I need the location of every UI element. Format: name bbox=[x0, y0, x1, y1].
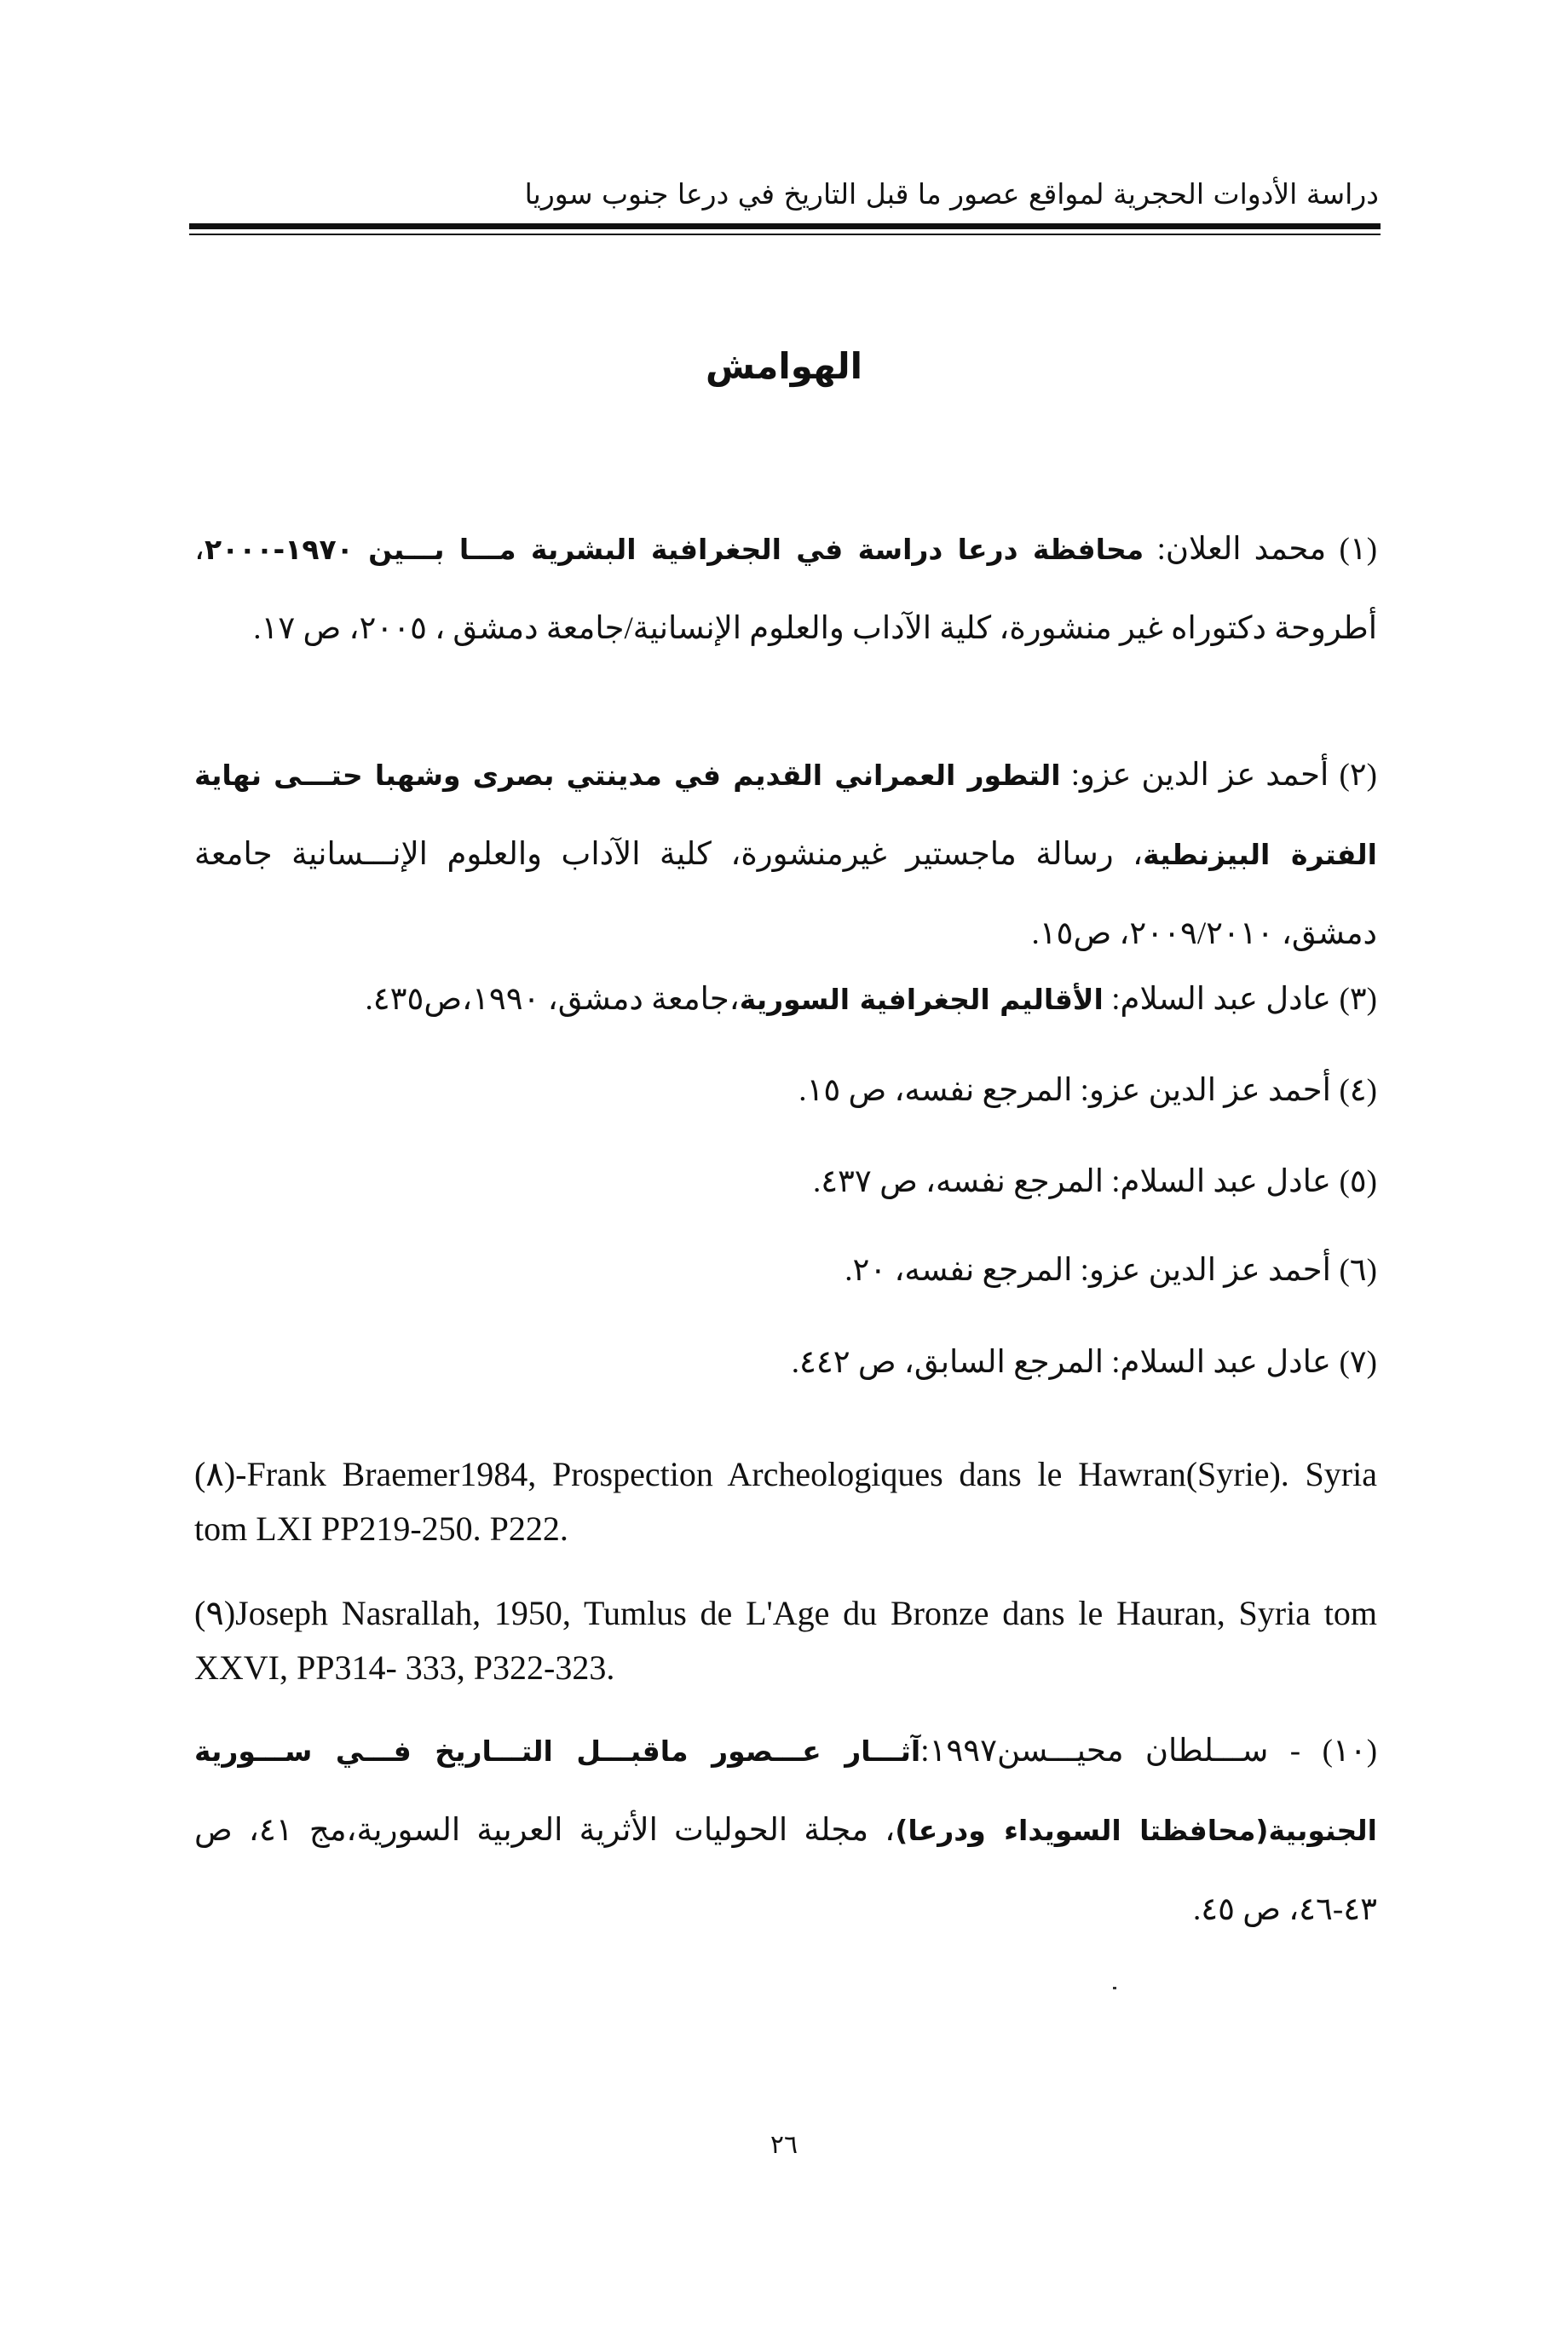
footnote-marker: (١٠) bbox=[1322, 1734, 1378, 1769]
footnote-marker: (٣) bbox=[1339, 982, 1377, 1017]
footnote-10 bbox=[194, 1711, 1377, 1949]
header-rule-thick bbox=[189, 223, 1381, 229]
footnote-marker: (٨) bbox=[194, 1455, 236, 1493]
footnote-marker: (١) bbox=[1339, 532, 1378, 567]
footnote-details: ، مجلة الحوليات الأثرية العربية السورية،مج ٤١، ص ٤٣-٤٦، ص ٤٥. bbox=[194, 1813, 1377, 1927]
footnote-details: ،جامعة دمشق، ١٩٩٠،ص٤٣٥. bbox=[365, 982, 740, 1017]
footnote-author: أحمد عز الدين عزو: bbox=[1070, 758, 1329, 793]
footnote-text: Joseph Nasrallah, 1950, Tumlus de L'Age du Bronze dans le Hauran, Syria tom XXVI, PP314- 333, P322-323. bbox=[194, 1594, 1377, 1687]
footnote-marker: (٥) bbox=[1339, 1164, 1377, 1199]
footnote-text: عادل عبد السلام: المرجع السابق، ص ٤٤٢. bbox=[791, 1345, 1331, 1380]
footnote-author: - ســـلطان محيـــسن١٩٩٧: bbox=[920, 1734, 1301, 1769]
footnote-2 bbox=[194, 736, 1377, 973]
footnote-3 bbox=[194, 960, 1377, 1039]
footnote-marker: (٤) bbox=[1339, 1073, 1377, 1108]
footnote-details: ، رسالة ماجستير غيرمنشورة، كلية الآداب والعلوم الإنـــسانية جامعة دمشق، ٢٠٠٩/٢٠١٠، ص١٥. bbox=[194, 837, 1377, 951]
footnote-author: محمد العلان: bbox=[1156, 532, 1327, 567]
footnote-4 bbox=[194, 1051, 1377, 1130]
footnote-6 bbox=[194, 1231, 1377, 1310]
footnote-1 bbox=[194, 510, 1377, 668]
footnote-work-title: محافظة درعا دراسة في الجغرافية البشرية مـــا بـــين ١٩٧٠-٢٠٠٠ bbox=[204, 533, 1144, 566]
footnote-marker: (٧) bbox=[1339, 1345, 1377, 1380]
footnote-text: عادل عبد السلام: المرجع نفسه، ص ٤٣٧. bbox=[812, 1164, 1331, 1199]
footnote-marker: (٩) bbox=[194, 1594, 236, 1632]
page-title: الهوامش bbox=[706, 345, 862, 387]
page-number: ٢٦ bbox=[770, 2130, 798, 2160]
footnote-author: عادل عبد السلام: bbox=[1111, 982, 1331, 1017]
running-header: دراسة الأدوات الحجرية لمواقع عصور ما قبل التاريخ في درعا جنوب سوريا bbox=[524, 177, 1379, 211]
footnote-9 bbox=[194, 1586, 1377, 1695]
footnote-text: -Frank Braemer1984, Prospection Archeologiques dans le Hawran(Syrie). Syria tom LXI PP219-250. P222. bbox=[194, 1455, 1377, 1548]
footnote-7 bbox=[194, 1323, 1377, 1402]
footnote-text: أحمد عز الدين عزو: المرجع نفسه، ٢٠. bbox=[845, 1253, 1331, 1288]
header-rule-thin bbox=[189, 234, 1381, 235]
footnote-work-title: التطور العمراني القديم في مدينتي بصرى وشهبا حتـــى نهاية الفترة البيزنطية bbox=[194, 759, 1377, 871]
footnote-5 bbox=[194, 1142, 1377, 1221]
footnote-details: ، أطروحة دكتوراه غير منشورة، كلية الآداب والعلوم الإنسانية/جامعة دمشق ، ٢٠٠٥، ص ١٧. bbox=[194, 532, 1377, 646]
footnote-8 bbox=[194, 1447, 1377, 1556]
footnote-work-title: الأقاليم الجغرافية السورية bbox=[739, 983, 1104, 1016]
footnote-work-title: آثـــار عـــصور ماقبـــل التـــاريخ فـــي ســـورية الجنوبية(محافظتا السويداء ودرعا) bbox=[194, 1735, 1377, 1847]
footnote-marker: (٦) bbox=[1339, 1253, 1377, 1288]
stray-mark bbox=[1113, 1987, 1116, 1989]
footnote-text: أحمد عز الدين عزو: المرجع نفسه، ص ١٥. bbox=[798, 1073, 1331, 1108]
footnote-marker: (٢) bbox=[1339, 758, 1377, 793]
